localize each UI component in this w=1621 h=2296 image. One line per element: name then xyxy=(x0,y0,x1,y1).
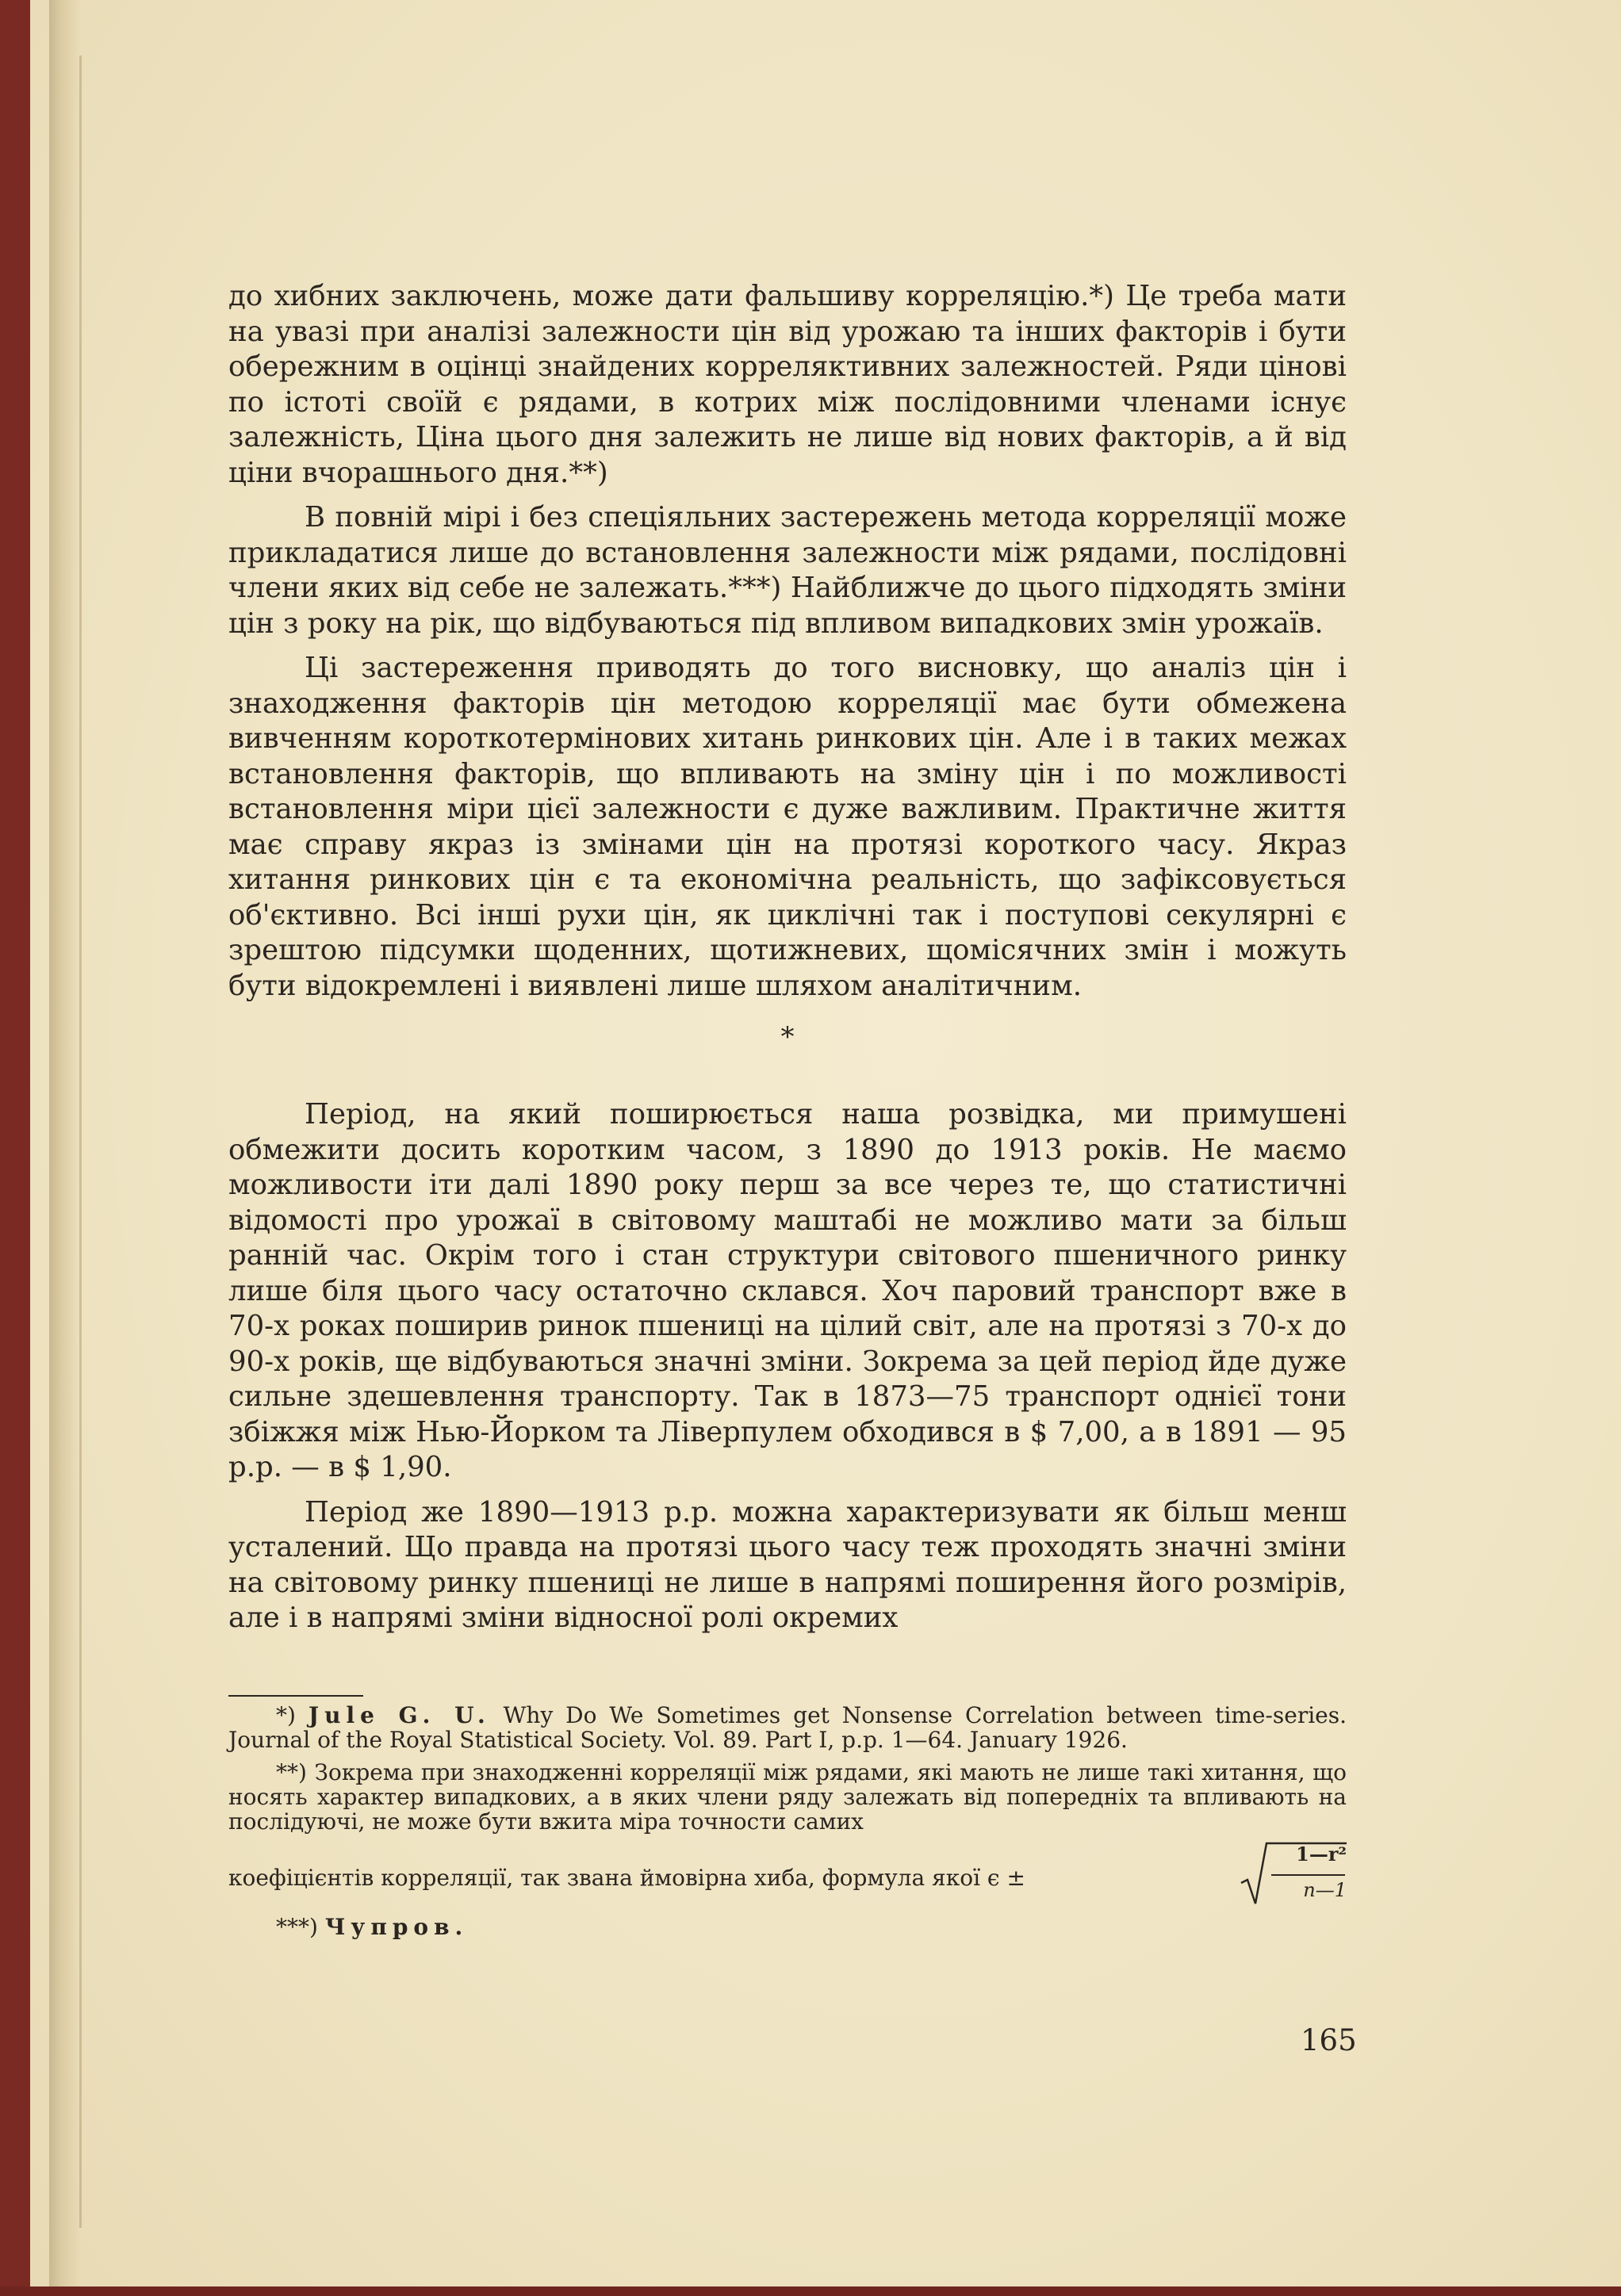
paragraph-3: Ці застереження приводять до того висновку, що аналіз цін і знаходження факторів цін методою корреляції має бути обмежена вивченням короткотермінових хитань ринкових цін. Але і в таких межах встановлення факторів, що впливають на зміну цін і по можливості встановлення міри цієї залежности є дуже важливим. Практичне життя має справу якраз із змінами цін на протязі короткого часу. Якраз хитання ринкових цін є та економічна реальність, що зафіксовується об'єктивно. Всі інші рухи цін, як циклічні так і поступові секулярні є зрештою підсумки щоденних, щотижневих, щомісячних змін і можуть бути відокремлені і виявлені лише шляхом аналітичним. xyxy=(228,652,1347,1002)
main-text xyxy=(228,279,1347,1646)
square-root-formula xyxy=(1240,1842,1347,1905)
footnote-3-mark: ***) xyxy=(276,1914,318,1940)
paragraph-4: Період, на який поширюється наша розвідка, ми примушені обмежити досить коротким часом, з 1890 до 1913 років. Не маємо можливости іти далі 1890 року перш за все через те, що статистичні відомості про урожаї в світовому маштабі не можливо мати за більш ранній час. Окрім того і стан структури світового пшеничного ринку лише біля цього часу остаточно склався. Хоч паровий транспорт вже в 70-х роках поширив ринок пшениці на цілий світ, але на протязі з 70-х до 90-х років, ще відбуваються значні зміни. Зокрема за цей період йде дуже сильне здешевлення транспорту. Так в 1873—75 транспорт однієї тони збіжжя між Нью-Йорком та Ліверпулем обходився в $ 7,00, а в 1891 — 95 р.р. — в $ 1,90. xyxy=(228,1098,1347,1483)
book-page xyxy=(30,0,1621,2288)
paragraph-1: до хибних заключень, може дати фальшиву корреляцію.*) Це треба мати на увазі при аналізі залежности цін від урожаю та інших факторів і бути обережним в оцінці знайдених корреляктивних залежностей. Ряди цінові по істоті своїй є рядами, в котрих між послідовними членами існує залежність, Ціна цього дня залежить не лише від нових факторів, а й від ціни вчорашнього дня.**) xyxy=(228,280,1347,489)
footnote-1-mark: *) xyxy=(276,1702,296,1728)
footnote-2 xyxy=(228,1760,1347,1834)
footnote-rule xyxy=(228,1695,363,1697)
formula-denominator: n—1 xyxy=(1303,1879,1347,1901)
page-binding-shadow xyxy=(49,0,81,2288)
footnotes xyxy=(228,1695,1347,1939)
footnote-3 xyxy=(276,1915,1347,1939)
footnote-2-formula-line xyxy=(228,1842,1347,1908)
footnote-2-mark: **) xyxy=(276,1759,307,1785)
section-separator: * xyxy=(780,1021,795,1053)
formula-numerator: 1—r² xyxy=(1296,1843,1347,1866)
footnote-2-text: Зокрема при знаходженні корреляції між рядами, які мають не лише такі хитання, що носять характер випадкових, а в яких члени ряду залежать від попередніх та впливають на послідуючі, не може бути вжита міра точности самих xyxy=(228,1759,1347,1835)
paragraph-5: Період же 1890—1913 р.р. можна характеризувати як більш менш усталений. Що правда на протязі цього часу теж проходять значні зміни на світовому ринку пшениці не лише в напрямі поширення його розмірів, але і в напрямі зміни відносної ролі окремих xyxy=(228,1495,1347,1634)
footnote-1 xyxy=(228,1703,1347,1752)
formula-lead-text: коефіцієнтів корреляції, так звана ймовірна хиба, формула якої є ± xyxy=(228,1865,1025,1891)
paragraph-2: В повній мірі і без спеціяльних застережень метода корреляції може прикладатися лише до встановлення залежности між рядами, послідовні члени яких від себе не залежать.***) Найближче до цього підходять зміни цін з року на рік, що відбуваються під впливом випадкових змін урожаїв. xyxy=(228,501,1347,640)
footnote-1-text: Why Do We Sometimes get Nonsense Correlation between time-series. Journal of the Royal Statistical Society. Vol. 89. Part I, p.p. 1—64. January 1926. xyxy=(228,1702,1347,1753)
book-cover-edge xyxy=(0,2286,1621,2296)
binding-crease xyxy=(79,55,82,2228)
footnote-1-author: Jule G. U. xyxy=(308,1702,491,1728)
footnote-3-author: Чупров. xyxy=(324,1914,469,1940)
page-number: 165 xyxy=(1301,2023,1357,2057)
